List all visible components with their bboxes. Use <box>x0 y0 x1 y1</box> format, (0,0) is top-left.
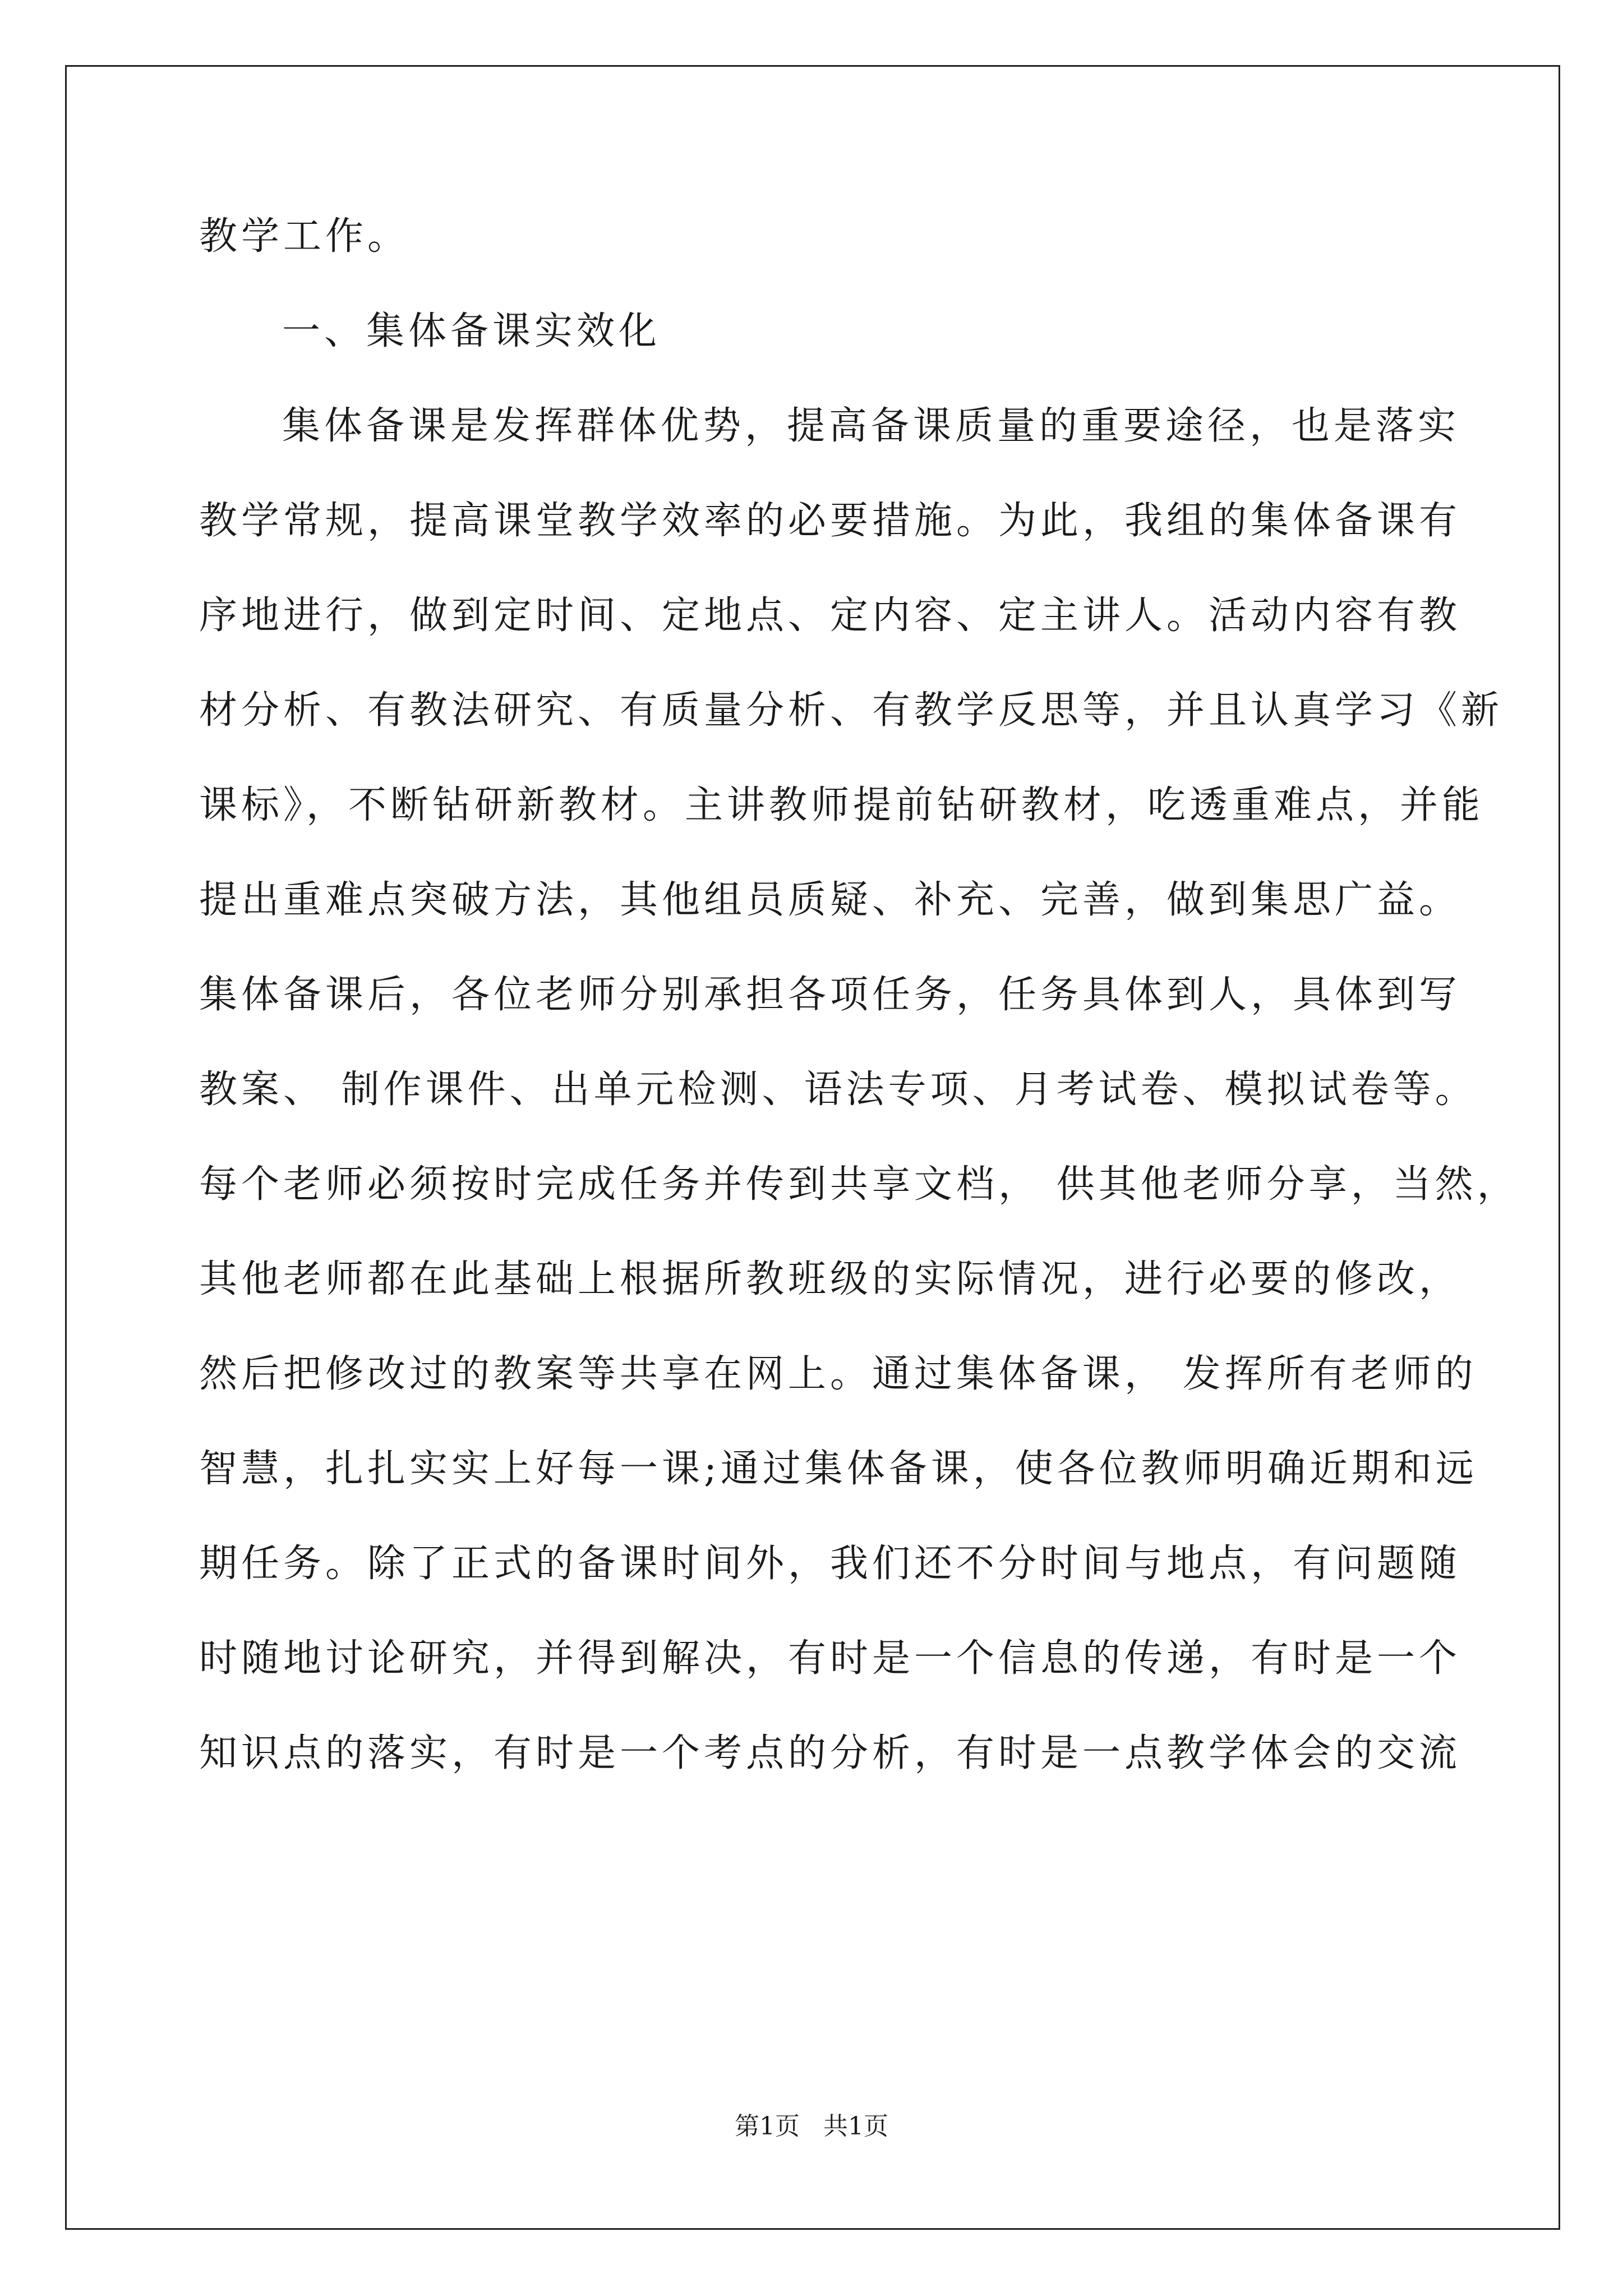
text-line: 课标》，不断钻研新教材。主讲教师提前钻研教材，吃透重难点，并能 <box>199 783 1484 827</box>
text-line: 集体备课后，各位老师分别承担各项任务，任务具体到人，具体到写 <box>199 973 1461 1017</box>
text-line: 然后把修改过的教案等共享在网上。通过集体备课， 发挥所有老师的 <box>199 1352 1477 1396</box>
text-line: 教案、 制作课件、出单元检测、语法专项、月考试卷、模拟试卷等。 <box>199 1068 1477 1112</box>
text-line: 每个老师必须按时完成任务并传到共享文档， 供其他老师分享，当然， <box>199 1162 1519 1207</box>
text-line: 其他老师都在此基础上根据所教班级的实际情况，进行必要的修改， <box>199 1257 1461 1301</box>
text-line: 期任务。除了正式的备课时间外，我们还不分时间与地点，有问题随 <box>199 1542 1461 1586</box>
text-line: 教学工作。 <box>199 214 410 259</box>
text-line: 时随地讨论研究，并得到解决，有时是一个信息的传递，有时是一个 <box>199 1636 1461 1681</box>
page-footer: 第1页 共1页 <box>735 2112 888 2141</box>
text-line: 序地进行，做到定时间、定地点、定内容、定主讲人。活动内容有教 <box>199 593 1461 638</box>
section-heading: 一、集体备课实效化 <box>282 309 661 353</box>
text-line: 集体备课是发挥群体优势，提高备课质量的重要途径，也是落实 <box>282 404 1460 448</box>
text-line: 教学常规，提高课堂教学效率的必要措施。为此，我组的集体备课有 <box>199 499 1461 543</box>
text-line: 材分析、有教法研究、有质量分析、有教学反思等，并且认真学习《新 <box>199 688 1504 733</box>
text-line: 智慧，扎扎实实上好每一课;通过集体备课，使各位教师明确近期和远 <box>199 1447 1478 1491</box>
text-line: 提出重难点突破方法，其他组员质疑、补充、完善，做到集思广益。 <box>199 878 1461 922</box>
document-body <box>199 213 1519 1825</box>
text-line: 知识点的落实，有时是一个考点的分析，有时是一点教学体会的交流 <box>199 1731 1461 1775</box>
